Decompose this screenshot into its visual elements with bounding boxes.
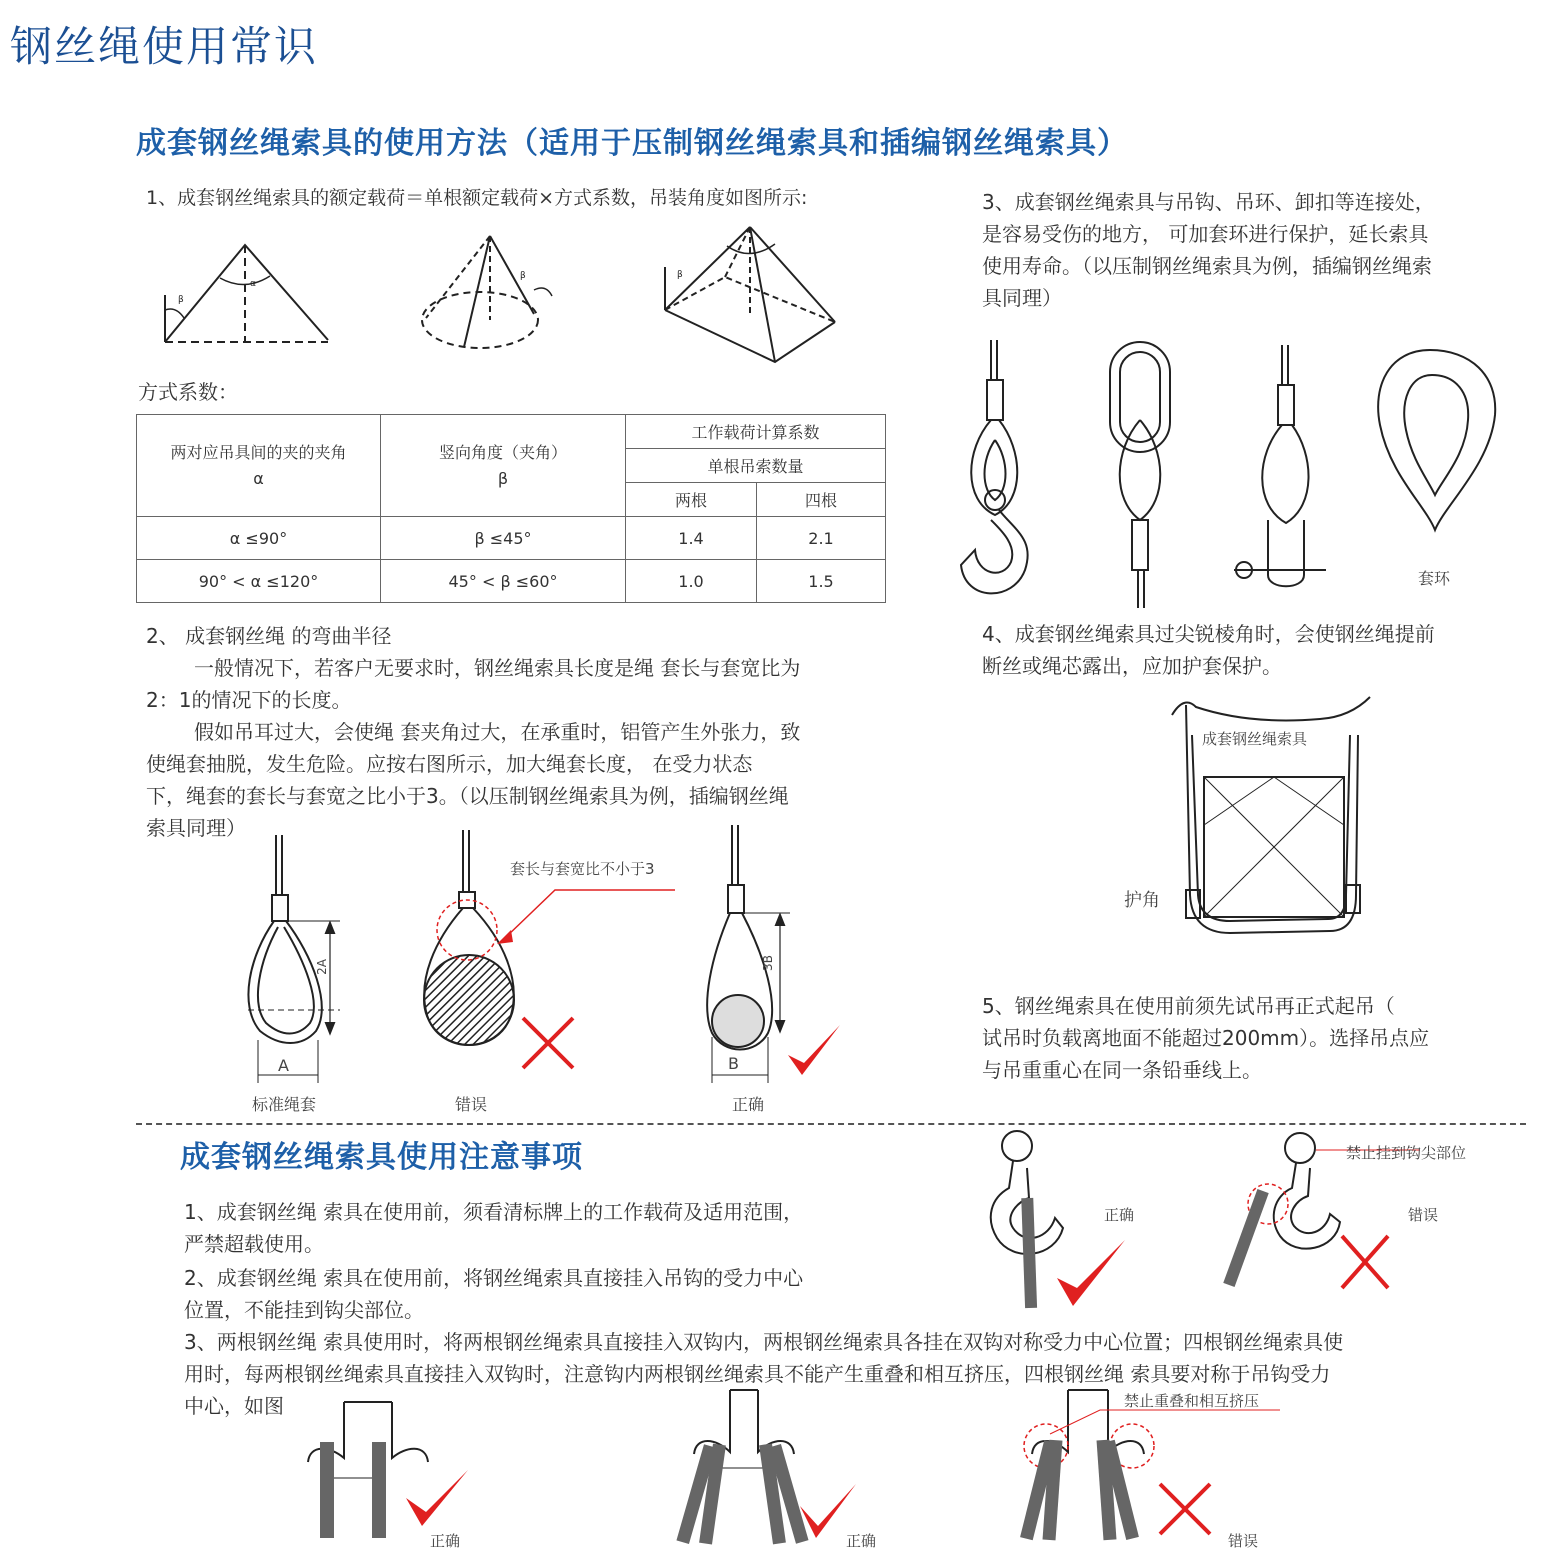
item2-title: 2、 成套钢丝绳 的弯曲半径 [146,624,392,648]
note3-l3: 中心，如图 [184,1394,284,1418]
cell: 1.4 [626,517,757,560]
item3-l1: 3、成套钢丝绳索具与吊钩、吊环、卸扣等连接处， [982,190,1435,214]
double-right2-label: 正确 [846,1532,877,1550]
caption-standard: 标准绳套 [252,1095,317,1114]
double-hook-two-slings [300,1398,470,1540]
item2-p2-l1: 假如吊耳过大，会使绳 套夹角过大，在承重时，铝管产生外张力，致 [194,720,801,744]
cell: β ≤45° [381,517,626,560]
note3-l2: 用时，每两根钢丝绳索具直接挂入双钩时，注意钩内两根钢丝绳索具不能产生重叠和相互挤压，四根钢丝绳 索具要对称于吊钩受力 [184,1362,1331,1386]
item4-l1: 4、成套钢丝绳索具过尖锐棱角时，会使钢丝绳提前 [982,622,1435,646]
page-title: 钢丝绳使用常识 [10,22,319,71]
item2-p2-l2: 使绳套抽脱，发生危险。应按右图所示，加大绳套长度， 在受力状态 [146,752,753,776]
table-header-four: 四根 [757,483,886,517]
section-divider [136,1123,1526,1125]
angle-diagram-pyramid [655,222,845,367]
note1-l1: 1、成套钢丝绳 索具在使用前，须看清标牌上的工作载荷及适用范围， [184,1200,804,1224]
item3-l2: 是容易受伤的地方， 可加套环进行保护，延长索具 [982,222,1429,246]
angle-diagram-single [160,240,340,350]
caption-right: 正确 [732,1095,765,1114]
item3-l4: 具同理） [982,286,1062,310]
svg-text:β: β [677,270,683,280]
header-text: 两对应吊具间的夹的夹角 [170,442,347,462]
hook-thimble-diagram [955,340,1055,605]
label-3b: 3B [760,955,775,971]
label-2a: 2A [314,959,329,975]
section-heading-usage: 成套钢丝绳索具的使用方法（适用于压制钢丝绳索具和插编钢丝绳索具） [136,126,1128,161]
coef-label: 方式系数： [138,380,238,404]
hook-wrong-label: 错误 [1408,1206,1439,1224]
coefficient-table [136,414,886,603]
note2-l2: 位置，不能挂到钩尖部位。 [184,1298,424,1322]
cell: 90° < α ≤120° [137,560,381,603]
cell: 1.5 [757,560,886,603]
cell: 2.1 [757,517,886,560]
note3-l1: 3、两根钢丝绳 索具使用时，将两根钢丝绳索具直接挂入双钩内，两根钢丝绳索具各挂在双钩对称受力中心位置；四根钢丝绳索具使 [184,1330,1344,1354]
double-right1-label: 正确 [430,1532,461,1550]
table-header-count: 单根吊索数量 [626,449,886,483]
header-symbol: β [497,468,509,488]
box-corner-label: 护角 [1124,890,1160,911]
standard-loop-diagram [240,835,350,1085]
item3-l3: 使用寿命。（以压制钢丝绳索具为例，插编钢丝绳索 [982,254,1432,278]
angle-diagram-cone [420,232,560,352]
table-row [137,560,886,603]
cell: α ≤90° [137,517,381,560]
label-a: A [278,1056,289,1075]
note1-l2: 严禁超载使用。 [184,1232,324,1256]
item2-p2-l3: 下，绳套的套长与套宽之比小于3。（以压制钢丝绳索具为例，插编钢丝绳 [146,784,789,808]
table-row [137,517,886,560]
note2-l1: 2、成套钢丝绳 索具在使用前，将钢丝绳索具直接挂入吊钩的受力中心 [184,1266,804,1290]
item5-l2: 试吊时负载离地面不能超过200mm）。选择吊点应 [982,1026,1430,1050]
item5-l3: 与吊重重心在同一条铅垂线上。 [982,1058,1262,1082]
item2-p2-l4: 索具同理） [146,816,246,840]
caption-wrong: 错误 [455,1095,488,1114]
right-loop-diagram [700,825,850,1085]
item1-text: 1、成套钢丝绳索具的额定载荷＝单根额定载荷×方式系数，吊装角度如图所示: [146,187,808,209]
item5-l1: 5、钢丝绳索具在使用前须先试吊再正式起吊（ [982,994,1395,1018]
fig-note: 套长与套宽比不小于3 [510,860,655,878]
table-header-beta [381,415,626,517]
item2-p1-l1: 一般情况下，若客户无要求时，钢丝绳索具长度是绳 套长与套宽比为 [194,656,801,680]
table-header-alpha [137,415,381,517]
double-hook-overlap-wrong [1010,1388,1230,1548]
double-hook-four-slings [660,1388,860,1548]
cell: 1.0 [626,560,757,603]
double-note: 禁止重叠和相互挤压 [1124,1392,1260,1410]
item2-p1-l2: 2：1的情况下的长度。 [146,688,352,712]
svg-text:β: β [178,295,184,305]
cell: 45° < β ≤60° [381,560,626,603]
shackle-thimble-diagram [1230,345,1330,605]
header-text: 竖向角度（夹角） [438,442,567,462]
hook-right-label: 正确 [1104,1206,1135,1224]
hook-note: 禁止挂到钩尖部位 [1346,1144,1467,1162]
svg-text:β: β [520,271,526,281]
svg-text:α: α [250,279,256,289]
thimble-icon [1370,345,1500,535]
header-symbol: α [253,468,264,488]
label-b: B [728,1054,739,1073]
table-header-coefficient: 工作载荷计算系数 [626,415,886,449]
box-sling-label: 成套钢丝绳索具 [1202,730,1308,748]
thimble-label: 套环 [1418,569,1451,588]
double-wrong-label: 错误 [1228,1532,1259,1550]
table-header-two: 两根 [626,483,757,517]
item4-l2: 断丝或绳芯露出，应加护套保护。 [982,654,1282,678]
section-heading-notes: 成套钢丝绳索具使用注意事项 [180,1140,583,1175]
link-thimble-diagram [1100,340,1180,610]
